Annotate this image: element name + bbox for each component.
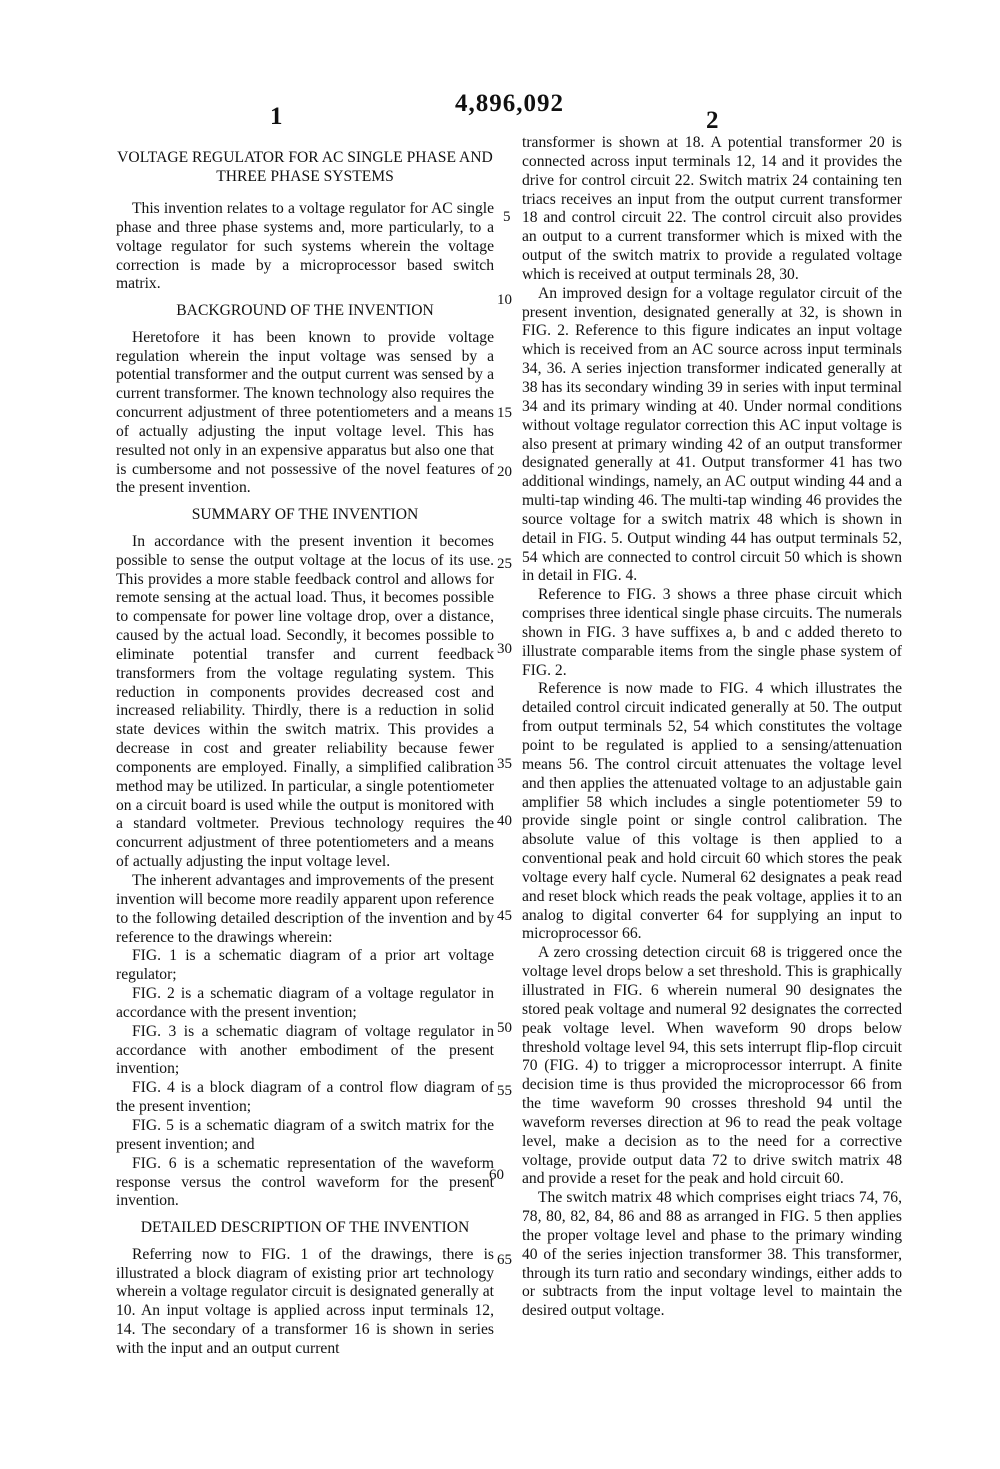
line-number: 20 [497,464,512,480]
left-column [116,134,494,1359]
intro-paragraph: This invention relates to a voltage regulator for AC single phase and three phase systems and, more particularly, to a voltage regulator for such systems wherein the voltage correction is made by a microprocessor based switch matrix. [116,200,494,293]
background-heading: BACKGROUND OF THE INVENTION [176,302,434,320]
line-number: 50 [497,1020,512,1036]
line-number: 60 [489,1167,504,1183]
right-paragraph-2: An improved design for a voltage regulator circuit of the present invention, designated generally at 32, is shown in FIG. 2. Reference to this figure indicates an input voltage which is received from an AC source across input terminals 34, 36. A series injection transformer indicated generally at 38 has its secondary winding 39 in series with input terminal 34 and its primary winding at 40. Under normal conditions without voltage regulator correction this AC input voltage is also present at primary winding 42 of an output transformer designated generally at 41. Output transformer 41 has two additional windings, namely, an AC output winding 44 and a multi-tap winding 46. The multi-tap winding 46 provides the source voltage for a switch matrix 48 which is shown in detail in FIG. 5. Output winding 44 has output terminals 52, 54 which are connected to control circuit 50 which is shown in detail in FIG. 4. [522,284,902,585]
right-column [522,134,902,1321]
fig2-description: FIG. 2 is a schematic diagram of a voltage regulator in accordance with the present invention; [116,985,494,1021]
right-paragraph-5: A zero crossing detection circuit 68 is triggered once the voltage level drops below a set threshold. This is graphically illustrated in FIG. 6 wherein numeral 90 designates the stored peak voltage and numeral 92 designates the corrected peak voltage level. When waveform 90 drops below threshold voltage level 94, this sets interrupt flip-flop circuit 70 (FIG. 4) to trigger a microprocessor interrupt. A finite decision time is thus provided the microprocessor 66 from the time waveform 90 crosses threshold 94 until the waveform reverses direction at 96 to read the peak voltage level, make a decision as to the need for a corrective voltage, provide output data 72 to drive switch matrix 48 and provide a reset for the peak and hold circuit 60. [522,944,902,1188]
detailed-paragraph: Referring now to FIG. 1 of the drawings, there is illustrated a block diagram of existing prior art technology wherein a voltage regulator circuit is designated generally at 10. An input voltage is applied across input terminals 12, 14. The secondary of a transformer 16 is shown in series with the input and an output current [116,1245,494,1357]
line-number: 15 [497,405,512,421]
fig5-description: FIG. 5 is a schematic diagram of a switch matrix for the present invention; and [116,1116,494,1153]
document-title: VOLTAGE REGULATOR FOR AC SINGLE PHASE AND THREE PHASE SYSTEMS [117,149,493,185]
line-number: 5 [503,209,511,225]
right-page-number: 2 [706,107,719,134]
line-number: 25 [497,556,512,572]
line-number: 35 [497,756,512,772]
right-paragraph-3: Reference to FIG. 3 shows a three phase circuit which comprises three identical single phase circuits. The numerals shown in FIG. 3 have suffixes a, b and c added thereto to illustrate comparable items from the single phase system of FIG. 2. [522,586,902,679]
detailed-description-heading: DETAILED DESCRIPTION OF THE INVENTION [140,1219,470,1237]
line-number: 40 [497,813,512,829]
right-paragraph-1: transformer is shown at 18. A potential transformer 20 is connected across input terminals 12, 14 and it provides the drive for control circuit 22. Switch matrix 24 containing ten triacs receives an input from the output current transformer 18 and control circuit 22. The control circuit also provides an output to a current transformer which is mixed with the output of the switch matrix to provide a regulated voltage which is received at output terminals 28, 30. [522,134,902,283]
summary-paragraph: In accordance with the present invention it becomes possible to sense the output voltage at the locus of its use. This provides a more stable feedback control and allows for remote sensing at the actual load. Thus, it becomes possible to compensate for power line voltage drop, over a distance, caused by the actual load. Secondly, it becomes possible to eliminate potential transfer and current feedback transformers from the voltage regulating system. This reduction in components provides decreased cost and increased reliability. Thirdly, there is a reduction in solid state devices within the switch matrix. This provides a decrease in cost and greater reliability because fewer components are employed. Finally, a simplified calibration method may be utilized. In particular, a single potentiometer on a circuit board is used while the output is monitored with a standard voltmeter. Previous technology requires the concurrent adjustment of three potentiometers and a means of actually adjusting the input voltage level. [116,532,494,871]
background-paragraph: Heretofore it has been known to provide voltage regulation wherein the input voltage was sensed by a potential transformer and the output current was sensed by a current transformer. The known technology also requires the concurrent adjustment of three potentiometers and a means of actually adjusting the input voltage level. This has resulted not only in an expensive apparatus but also one that is cumbersome and not possessive of the novel features of the present invention. [116,328,494,497]
line-number: 30 [497,641,512,657]
fig1-description: FIG. 1 is a schematic diagram of a prior art voltage regulator; [116,947,494,984]
line-number: 10 [497,292,512,308]
fig6-description: FIG. 6 is a schematic representation of the waveform response versus the control waveform for the present invention. [116,1154,494,1210]
fig4-description: FIG. 4 is a block diagram of a control flow diagram of the present invention; [116,1079,494,1116]
right-paragraph-4: Reference is now made to FIG. 4 which illustrates the detailed control circuit indicated generally at 50. The output from output terminals 52, 54 which constitutes the voltage point to be regulated is applied to a sensing/attenuation means 56. The control circuit attenuates the voltage level and then applies the attenuated voltage to an adjustable gain amplifier 58 which includes a single potentiometer 59 to provide single point or single control calibration. The absolute value of this voltage is then applied to a conventional peak and hold circuit 60 which stores the peak voltage every half cycle. Numeral 62 designates a peak read and reset block which reads the peak voltage, applies it to an analog to digital converter 64 for supplying an input to microprocessor 66. [522,680,902,943]
summary-heading: SUMMARY OF THE INVENTION [191,506,419,524]
right-paragraph-6: The switch matrix 48 which comprises eight triacs 74, 76, 78, 80, 82, 84, 86 and 88 as arranged in FIG. 5 then applies the proper voltage level and phase to the primary winding 40 of the series injection transformer 38. This transformer, through its turn ratio and secondary windings, either adds to or subtracts from the input voltage level to maintain the desired output voltage. [522,1189,902,1320]
line-number: 55 [497,1083,512,1099]
line-number: 45 [497,908,512,924]
fig3-description: FIG. 3 is a schematic diagram of voltage regulator in accordance with another embodiment of the present invention; [116,1022,494,1078]
line-number: 65 [497,1252,512,1268]
left-page-number: 1 [270,103,283,130]
advantages-paragraph: The inherent advantages and improvements of the present invention will become more readily apparent upon reference to the following detailed description of the invention and by reference to the drawings wherein: [116,872,494,946]
patent-number: 4,896,092 [455,90,564,117]
